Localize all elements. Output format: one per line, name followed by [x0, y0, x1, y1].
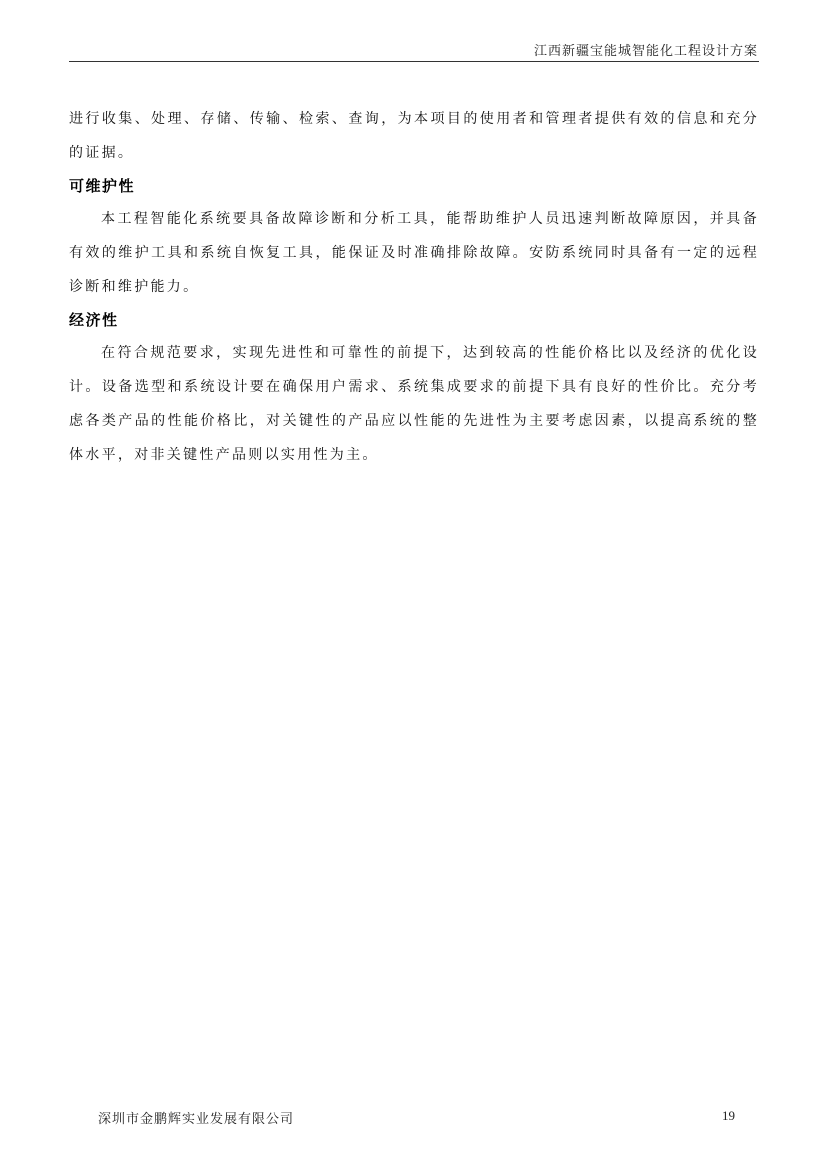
header-divider — [69, 61, 759, 62]
footer-company-name: 深圳市金鹏辉实业发展有限公司 — [98, 1112, 295, 1127]
document-body — [69, 102, 759, 472]
page-number: 19 — [722, 1108, 735, 1123]
intro-paragraph: 进行收集、处理、存储、传输、检索、查询，为本项目的使用者和管理者提供有效的信息和充分的证据。 — [69, 111, 759, 161]
section-paragraph-maintainability: 本工程智能化系统要具备故障诊断和分析工具，能帮助维护人员迅速判断故障原因，并具备有效的维护工具和系统自恢复工具，能保证及时准确排除故障。安防系统同时具备有一定的远程诊断和维护能力。 — [69, 211, 759, 295]
section-heading-economy: 经济性 — [69, 311, 119, 329]
section-paragraph-economy: 在符合规范要求，实现先进性和可靠性的前提下，达到较高的性能价格比以及经济的优化设计。设备选型和系统设计要在确保用户需求、系统集成要求的前提下具有良好的性价比。充分考虑各类产品的性能价格比，对关键性的产品应以性能的先进性为主要考虑因素，以提高系统的整体水平，对非关键性产品则以实用性为主。 — [69, 345, 759, 463]
document-header-title: 江西新疆宝能城智能化工程设计方案 — [533, 44, 758, 59]
section-heading-maintainability: 可维护性 — [69, 177, 136, 195]
